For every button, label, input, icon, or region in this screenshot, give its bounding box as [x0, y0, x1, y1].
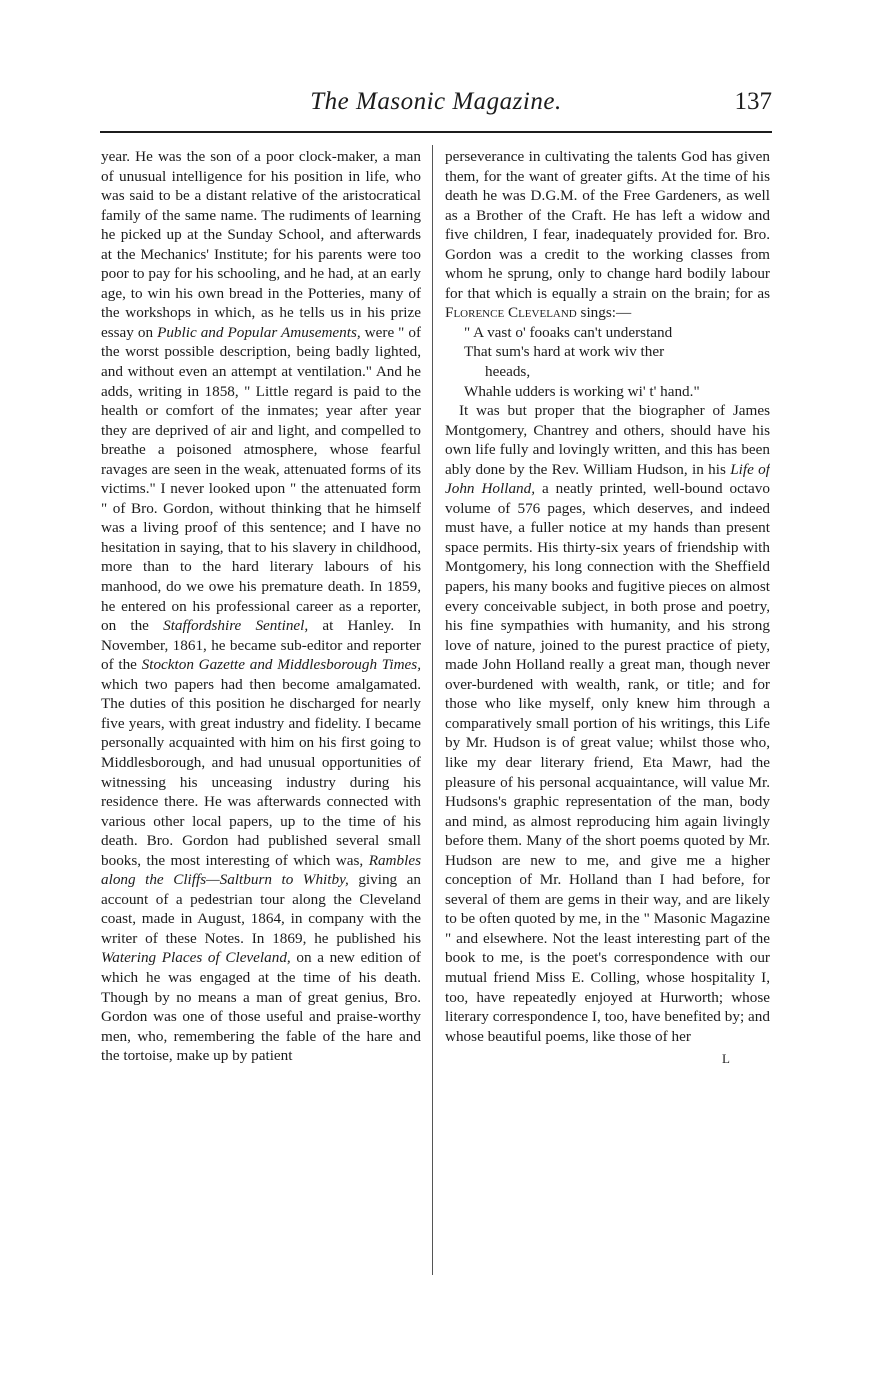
left-paragraph: year. He was the son of a poor clock-maker, a man of unusual intelligence for his position in life, who was said to be a distant relative of the aristocratical family of the same name. The rudiments of learning he picked up at the Sunday School, and afterwards at the Mechanics' Institute; for his parents were too poor to pay for his schooling, and he had, at an early age, to win his own bread in the Potteries, many of the workshops in which, as he tells us in his prize essay on Public and Popular Amusements, were " of the worst possible description, being badly lighted, and without even an attempt at ventilation." And he adds, writing in 1858, " Little regard is paid to the health or comfort of the inmates; year after year they are deprived of air and light, and compelled to breathe a poisoned atmosphere, whose fearful ravages are seen in the weak, attenuated forms of its victims." I never looked upon " the attenuated form " of Bro. Gordon, without thinking that he himself was a living proof of this sentence; and I have no hesitation in saying, that to his slavery in childhood, more than to the hard literary labours of his manhood, do we owe his premature death. In 1859, he entered on his professional career as a reporter, on the Staffordshire Sentinel, at Hanley. In November, 1861, he became sub-editor and reporter of the Stockton Gazette and Middlesborough Times, which two papers had then become amalgamated. The duties of this position he discharged for nearly five years, with great industry and fidelity. I became personally acquainted with him on his first going to Middlesborough, and had unusual opportunities of witnessing his unceasing industry during his residence there. He was afterwards connected with various other local papers, up to the time of his death. Bro. Gordon had published several small books, the most interesting of which was, Rambles along the Cliffs—Saltburn to Whitby, giving an account of a pedestrian tour along the Cleveland coast, made in August, 1864, in company with the writer of these Notes. In 1869, he published his Watering Places of Cleveland, on a new edition of which he was engaged at the time of his death. Though by no means a man of great genius, Bro. Gordon was one of those useful and praise-worthy men, who, remembering the fable of the hare and the tortoise, make up by patient	[101, 148, 421, 1065]
verse-line-4: Whahle udders is working wi' t' hand."	[464, 382, 700, 400]
left-column	[101, 147, 421, 1287]
running-title: The Masonic Magazine.	[310, 88, 562, 115]
right-column	[445, 147, 770, 1287]
column-divider	[432, 145, 433, 1275]
verse-line-3: heeads,	[485, 363, 531, 381]
page-number: 137	[734, 88, 772, 115]
right-paragraph-2: It was but proper that the biographer of James Montgomery, Chantrey and others, should have his own life fully and lovingly written, and this has been ably done by the Rev. William Hudson, in his Life of John Holland, a neatly printed, well-bound octavo volume of 576 pages, which deserves, and indeed must have, a fuller notice at my hands than present space permits. His thirty-six years of friendship with Montgomery, his long connection with the Sheffield papers, his many books and fugitive pieces on almost every conceivable subject, in both prose and poetry, his fine sympathies with humanity, and his strong love of nature, joined to the purest practice of piety, made John Holland really a great man, though never over-burdened with wealth, rank, or title; and for those who like myself, only knew him through a comparatively small portion of his writings, this Life by Mr. Hudson is of great value; whilst those who, like my dear literary friend, Eta Mawr, had the pleasure of his personal acquaintance, will value Mr. Hudsons's graphic representation of the man, body and mind, as almost reproducing him again livingly before them. Many of the short poems quoted by Mr. Hudson are new to me, and give me a higher conception of Mr. Holland than I had before, for several of them are gems in their way, and are likely to be often quoted by me, in the " Masonic Magazine " and elsewhere. Not the least interesting part of the book to me, is the poet's correspondence with our mutual friend Miss E. Colling, whose hospitality I, too, have repeatedly enjoyed at Hurworth; whose literary correspondence I, too, have benefited by; and whose beautiful poems, like those of her	[445, 402, 770, 1045]
page-header	[100, 88, 772, 124]
signature-mark: L	[722, 1051, 730, 1067]
verse-line-1: " A vast o' fooaks can't understand	[464, 323, 673, 341]
verse-line-2: That sum's hard at work wiv ther	[464, 343, 665, 361]
right-paragraph-1: perseverance in cultivating the talents God has given them, for the want of greater gifts. At the time of his death he was D.G.M. of the Free Gardeners, as well as a Brother of the Craft. He has left a widow and five children, I fear, inadequately provided for. Bro. Gordon was a credit to the working classes from whom he sprung, only to change hard bodily labour for that which is equally a strain on the brain; for as Florence Cleveland sings:—	[445, 148, 770, 322]
header-rule	[100, 131, 772, 133]
